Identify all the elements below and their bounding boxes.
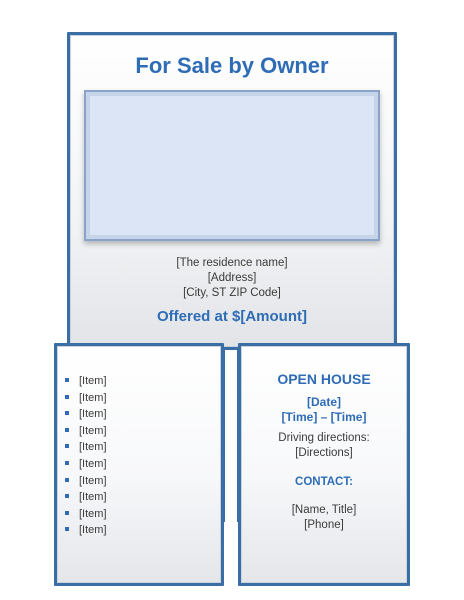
item-label: [Item] xyxy=(79,408,107,421)
item-label: [Item] xyxy=(79,424,107,437)
bullet-icon xyxy=(65,511,69,515)
bullet-icon xyxy=(65,444,69,448)
open-house-heading: OPEN HOUSE xyxy=(277,371,371,387)
item-label: [Item] xyxy=(79,391,107,404)
item-label: [Item] xyxy=(79,507,107,520)
residence-name: [The residence name] xyxy=(176,257,288,269)
open-house-panel xyxy=(238,343,410,586)
main-flyer-panel xyxy=(67,32,397,350)
bullet-icon xyxy=(65,527,69,531)
list-item xyxy=(65,489,107,506)
list-item xyxy=(65,456,107,473)
open-house-time: [Time] – [Time] xyxy=(281,410,367,424)
item-label: [Item] xyxy=(79,375,107,387)
list-item xyxy=(65,373,107,390)
list-item xyxy=(65,406,107,423)
list-item xyxy=(65,506,107,523)
bullet-icon xyxy=(65,395,69,399)
bullet-icon xyxy=(65,478,69,482)
address-line: [Address] xyxy=(207,272,257,284)
list-item xyxy=(65,473,107,490)
bullet-icon xyxy=(65,461,69,465)
list-item xyxy=(65,423,107,440)
open-house-date: [Date] xyxy=(306,395,341,409)
item-label: [Item] xyxy=(79,457,107,470)
bullet-icon xyxy=(65,378,69,382)
contact-label: CONTACT: xyxy=(295,476,353,488)
item-label: [Item] xyxy=(79,441,107,454)
city-state-zip: [City, ST ZIP Code] xyxy=(183,287,281,299)
directions-text: [Directions] xyxy=(295,447,353,459)
directions-label: Driving directions: xyxy=(278,432,370,444)
contact-name-title: [Name, Title] xyxy=(291,504,357,516)
contact-phone: [Phone] xyxy=(304,519,344,531)
item-label: [Item] xyxy=(79,524,107,537)
item-label: [Item] xyxy=(79,491,107,504)
bullet-icon xyxy=(65,411,69,415)
bullet-icon xyxy=(65,494,69,498)
feature-list xyxy=(65,373,107,539)
list-item xyxy=(65,439,107,456)
photo-placeholder[interactable] xyxy=(84,90,380,241)
list-item xyxy=(65,390,107,407)
flyer-title: For Sale by Owner xyxy=(135,53,329,78)
bullet-icon xyxy=(65,428,69,432)
offered-price: Offered at $[Amount] xyxy=(157,308,307,325)
item-label: [Item] xyxy=(79,474,107,487)
features-panel xyxy=(54,343,224,586)
list-item xyxy=(65,522,107,539)
